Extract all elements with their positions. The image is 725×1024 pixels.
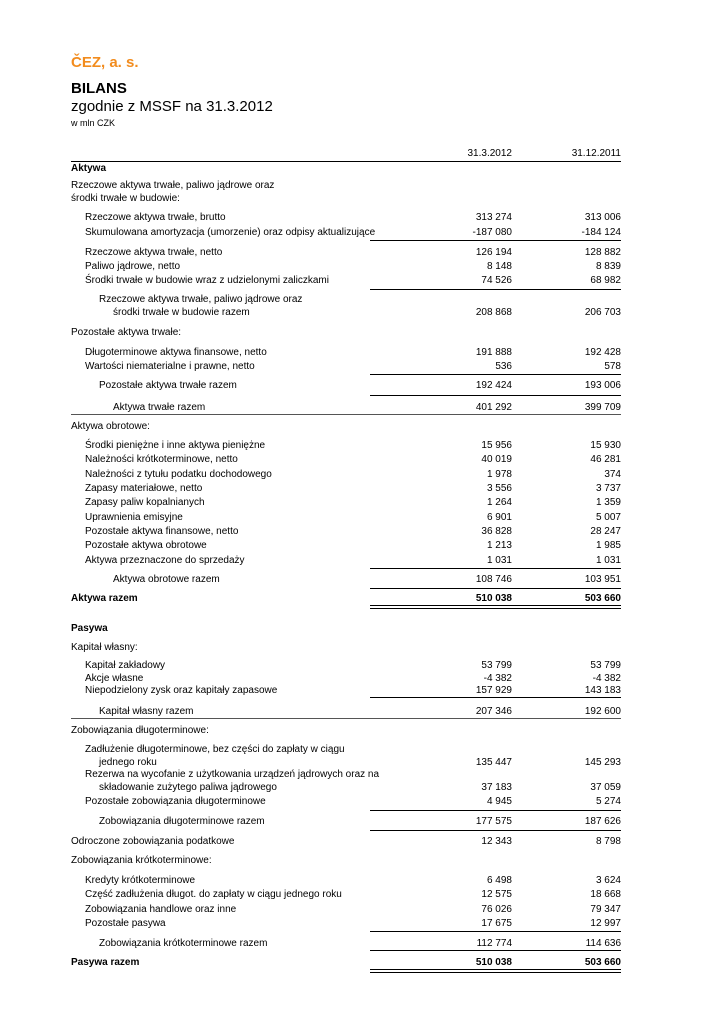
column-underline bbox=[479, 810, 621, 811]
row-long-term-liabilities-total bbox=[0, 816, 725, 828]
value-previous: 503 660 bbox=[584, 593, 621, 604]
column-underline bbox=[479, 830, 621, 831]
row-other-liabilities bbox=[0, 918, 725, 930]
row-label: Skumulowana amortyzacja (umorzenie) oraz odpisy aktualizujące bbox=[85, 227, 376, 238]
row-label: Zobowiązania krótkoterminowe razem bbox=[99, 938, 268, 949]
row-deferred-tax bbox=[0, 836, 725, 848]
row-label: Zobowiązania krótkoterminowe: bbox=[71, 855, 212, 866]
column-underline bbox=[479, 931, 621, 932]
value-previous: 53 799 bbox=[590, 660, 621, 671]
row-label: środki trwałe w budowie razem bbox=[113, 307, 250, 318]
row-label: Niepodzielony zysk oraz kapitały zapasowe bbox=[85, 685, 278, 696]
row-label: Zobowiązania długoterminowe razem bbox=[99, 816, 265, 827]
row-label: Uprawnienia emisyjne bbox=[85, 512, 183, 523]
value-current: 313 274 bbox=[475, 212, 512, 223]
value-previous: 1 359 bbox=[595, 497, 621, 508]
row-label: Rzeczowe aktywa trwałe, paliwo jądrowe oraz bbox=[99, 294, 303, 305]
row-label: Odroczone zobowiązania podatkowe bbox=[71, 836, 235, 847]
column-header-current: 31.3.2012 bbox=[467, 148, 512, 159]
row-label: Należności krótkoterminowe, netto bbox=[85, 454, 238, 465]
value-previous: 578 bbox=[604, 361, 621, 372]
value-previous: 37 059 bbox=[590, 782, 621, 793]
value-current: 1 213 bbox=[486, 540, 512, 551]
row-label: Kapitał zakładowy bbox=[85, 660, 166, 671]
row-label: Rezerwa na wycofanie z użytkowania urządzeń jądrowych oraz na bbox=[85, 769, 380, 780]
row-nuclear-fuel bbox=[0, 261, 725, 273]
value-current: 4 945 bbox=[486, 796, 512, 807]
label-fixed-assets-heading-1 bbox=[0, 180, 725, 192]
value-previous: 114 636 bbox=[585, 938, 621, 949]
row-label: Rzeczowe aktywa trwałe, brutto bbox=[85, 212, 226, 223]
value-current: 53 799 bbox=[481, 660, 512, 671]
separator-rule bbox=[71, 414, 621, 415]
column-underline bbox=[479, 374, 621, 375]
column-underline bbox=[479, 289, 621, 290]
row-ppe-gross bbox=[0, 212, 725, 224]
value-previous: 5 274 bbox=[595, 796, 621, 807]
header-rule bbox=[71, 161, 621, 162]
row-label: Pozostałe aktywa trwałe razem bbox=[99, 380, 237, 391]
document-subtitle: zgodnie z MSSF na 31.3.2012 bbox=[71, 98, 273, 115]
value-previous: 399 709 bbox=[584, 402, 621, 413]
row-receivables bbox=[0, 454, 725, 466]
row-label: Aktywa bbox=[71, 163, 107, 174]
unit-note: w mln CZK bbox=[71, 118, 116, 128]
row-label: Kredyty krótkoterminowe bbox=[85, 875, 196, 886]
row-long-term-financial-assets bbox=[0, 347, 725, 359]
row-retained-earnings bbox=[0, 685, 725, 697]
value-current: 207 346 bbox=[475, 706, 512, 717]
value-current: 192 424 bbox=[475, 380, 512, 391]
value-current: 12 343 bbox=[481, 836, 512, 847]
row-other-financial-assets bbox=[0, 526, 725, 538]
row-assets-held-for-sale bbox=[0, 555, 725, 567]
row-label: Aktywa trwałe razem bbox=[113, 402, 206, 413]
row-construction-in-progress bbox=[0, 275, 725, 287]
value-current: 8 148 bbox=[486, 261, 512, 272]
column-underline bbox=[479, 605, 621, 606]
row-materials bbox=[0, 483, 725, 495]
column-underline bbox=[479, 608, 621, 609]
row-trade-payables bbox=[0, 904, 725, 916]
value-previous: 193 006 bbox=[584, 380, 621, 391]
value-previous: 3 737 bbox=[595, 483, 621, 494]
column-underline bbox=[479, 240, 621, 241]
value-current: 126 194 bbox=[475, 247, 512, 258]
value-previous: 79 347 bbox=[590, 904, 621, 915]
row-label: środki trwałe w budowie: bbox=[71, 193, 180, 204]
value-current: 510 038 bbox=[475, 593, 512, 604]
row-fossil-fuel-stock bbox=[0, 497, 725, 509]
value-previous: 128 882 bbox=[584, 247, 621, 258]
value-previous: 3 624 bbox=[595, 875, 621, 886]
row-label: Zobowiązania długoterminowe: bbox=[71, 725, 209, 736]
row-short-term-loans bbox=[0, 875, 725, 887]
value-previous: 1 985 bbox=[595, 540, 621, 551]
row-label: Część zadłużenia długot. do zapłaty w ciągu jednego roku bbox=[85, 889, 342, 900]
value-previous: 8 798 bbox=[595, 836, 621, 847]
row-label: Środki pieniężne i inne aktywa pieniężne bbox=[85, 440, 266, 451]
value-current: 1 264 bbox=[486, 497, 512, 508]
row-label: Akcje własne bbox=[85, 673, 144, 684]
value-current: 3 556 bbox=[486, 483, 512, 494]
row-label: Należności z tytułu podatku dochodowego bbox=[85, 469, 272, 480]
value-previous: 313 006 bbox=[584, 212, 621, 223]
value-previous: 15 930 bbox=[590, 440, 621, 451]
value-previous: 192 428 bbox=[584, 347, 621, 358]
row-label: Zadłużenie długoterminowe, bez części do zapłaty w ciągu bbox=[85, 744, 345, 755]
row-current-assets-total bbox=[0, 574, 725, 586]
row-label: Środki trwałe w budowie wraz z udzielonymi zaliczkami bbox=[85, 275, 329, 286]
value-current: -187 080 bbox=[472, 227, 512, 238]
value-current: -4 382 bbox=[483, 673, 512, 684]
label-nuclear-provision-1 bbox=[0, 769, 725, 781]
row-label: Kapitał własny razem bbox=[99, 706, 194, 717]
row-current-portion-long-term-debt bbox=[0, 889, 725, 901]
row-emission-allowances bbox=[0, 512, 725, 524]
value-current: 177 575 bbox=[475, 816, 512, 827]
column-header-previous: 31.12.2011 bbox=[571, 148, 621, 159]
document-title: BILANS bbox=[71, 80, 127, 97]
value-current: 6 901 bbox=[486, 512, 512, 523]
value-current: 76 026 bbox=[481, 904, 512, 915]
row-total-assets bbox=[0, 593, 725, 605]
row-label: Pozostałe pasywa bbox=[85, 918, 166, 929]
company-name: ČEZ, a. s. bbox=[71, 54, 139, 71]
row-label: Pozostałe aktywa obrotowe bbox=[85, 540, 207, 551]
row-label: Aktywa obrotowe: bbox=[71, 421, 150, 432]
value-previous: 46 281 bbox=[590, 454, 621, 465]
row-label: Pasywa bbox=[71, 623, 108, 634]
row-label: Aktywa przeznaczone do sprzedaży bbox=[85, 555, 245, 566]
value-current: 37 183 bbox=[481, 782, 512, 793]
row-share-capital bbox=[0, 660, 725, 672]
value-previous: 187 626 bbox=[584, 816, 621, 827]
value-current: 1 978 bbox=[486, 469, 512, 480]
value-previous: -4 382 bbox=[592, 673, 621, 684]
value-current: 108 746 bbox=[475, 574, 512, 585]
value-current: 17 675 bbox=[481, 918, 512, 929]
separator-rule bbox=[71, 718, 621, 719]
row-nuclear-provision bbox=[0, 782, 725, 794]
column-underline bbox=[479, 950, 621, 951]
row-label: Pozostałe aktywa trwałe: bbox=[71, 327, 182, 338]
value-current: 401 292 bbox=[475, 402, 512, 413]
row-label: Zapasy paliw kopalnianych bbox=[85, 497, 205, 508]
row-label: Paliwo jądrowe, netto bbox=[85, 261, 181, 272]
value-current: 510 038 bbox=[475, 957, 512, 968]
value-previous: 8 839 bbox=[595, 261, 621, 272]
row-label: Pozostałe aktywa finansowe, netto bbox=[85, 526, 239, 537]
row-fixed-assets-total bbox=[0, 307, 725, 319]
row-income-tax-receivables bbox=[0, 469, 725, 481]
value-current: 12 575 bbox=[481, 889, 512, 900]
value-current: 112 774 bbox=[476, 938, 512, 949]
value-current: 208 868 bbox=[475, 307, 512, 318]
column-underline bbox=[479, 969, 621, 970]
row-label: jednego roku bbox=[99, 757, 157, 768]
row-label: Kapitał własny: bbox=[71, 642, 138, 653]
row-total-liabilities bbox=[0, 957, 725, 969]
row-label: Aktywa obrotowe razem bbox=[113, 574, 220, 585]
value-previous: 103 951 bbox=[584, 574, 621, 585]
row-label: Zapasy materiałowe, netto bbox=[85, 483, 203, 494]
value-current: 536 bbox=[495, 361, 512, 372]
label-long-term-debt-1 bbox=[0, 744, 725, 756]
row-noncurrent-assets-total bbox=[0, 402, 725, 414]
value-previous: 68 982 bbox=[590, 275, 621, 286]
row-equity-total bbox=[0, 706, 725, 718]
column-underline bbox=[479, 395, 621, 396]
column-underline bbox=[479, 568, 621, 569]
row-other-long-term-liabilities bbox=[0, 796, 725, 808]
row-short-term-liabilities-total bbox=[0, 938, 725, 950]
section-heading-assets bbox=[0, 163, 725, 175]
row-ppe-net bbox=[0, 247, 725, 259]
row-label: składowanie zużytego paliwa jądrowego bbox=[99, 782, 277, 793]
row-label: Rzeczowe aktywa trwałe, netto bbox=[85, 247, 223, 258]
row-label: Zobowiązania handlowe oraz inne bbox=[85, 904, 237, 915]
value-previous: 28 247 bbox=[590, 526, 621, 537]
row-treasury-shares bbox=[0, 673, 725, 685]
row-label: Pasywa razem bbox=[71, 957, 140, 968]
row-long-term-debt bbox=[0, 757, 725, 769]
label-fixed-assets-heading-2 bbox=[0, 193, 725, 205]
value-previous: 5 007 bbox=[595, 512, 621, 523]
value-previous: 1 031 bbox=[595, 555, 621, 566]
row-label: Długoterminowe aktywa finansowe, netto bbox=[85, 347, 267, 358]
row-label: Aktywa razem bbox=[71, 593, 138, 604]
value-current: 15 956 bbox=[481, 440, 512, 451]
column-underline bbox=[479, 972, 621, 973]
value-current: 1 031 bbox=[486, 555, 512, 566]
value-previous: 18 668 bbox=[590, 889, 621, 900]
value-current: 74 526 bbox=[481, 275, 512, 286]
value-previous: 503 660 bbox=[584, 957, 621, 968]
label-current-assets-heading bbox=[0, 421, 725, 433]
value-current: 191 888 bbox=[475, 347, 512, 358]
row-label: Rzeczowe aktywa trwałe, paliwo jądrowe oraz bbox=[71, 180, 275, 191]
label-short-term-liabilities-heading bbox=[0, 855, 725, 867]
row-intangible-assets bbox=[0, 361, 725, 373]
column-underline bbox=[479, 588, 621, 589]
value-previous: 374 bbox=[604, 469, 621, 480]
value-previous: -184 124 bbox=[581, 227, 621, 238]
row-other-noncurrent-total bbox=[0, 380, 725, 392]
column-header-row bbox=[0, 148, 725, 160]
row-cash bbox=[0, 440, 725, 452]
label-long-term-liabilities-heading bbox=[0, 725, 725, 737]
value-previous: 145 293 bbox=[584, 757, 621, 768]
value-previous: 12 997 bbox=[590, 918, 621, 929]
value-current: 135 447 bbox=[475, 757, 512, 768]
label-fixed-assets-total-1 bbox=[0, 294, 725, 306]
value-previous: 192 600 bbox=[584, 706, 621, 717]
value-previous: 206 703 bbox=[584, 307, 621, 318]
section-heading-liabilities bbox=[0, 623, 725, 635]
row-label: Wartości niematerialne i prawne, netto bbox=[85, 361, 255, 372]
value-previous: 143 183 bbox=[584, 685, 621, 696]
row-accumulated-depreciation bbox=[0, 227, 725, 239]
row-other-current-assets bbox=[0, 540, 725, 552]
value-current: 36 828 bbox=[481, 526, 512, 537]
value-current: 6 498 bbox=[486, 875, 512, 886]
label-other-noncurrent-heading bbox=[0, 327, 725, 339]
value-current: 157 929 bbox=[475, 685, 512, 696]
label-equity-heading bbox=[0, 642, 725, 654]
column-underline bbox=[479, 697, 621, 698]
value-current: 40 019 bbox=[481, 454, 512, 465]
row-label: Pozostałe zobowiązania długoterminowe bbox=[85, 796, 266, 807]
